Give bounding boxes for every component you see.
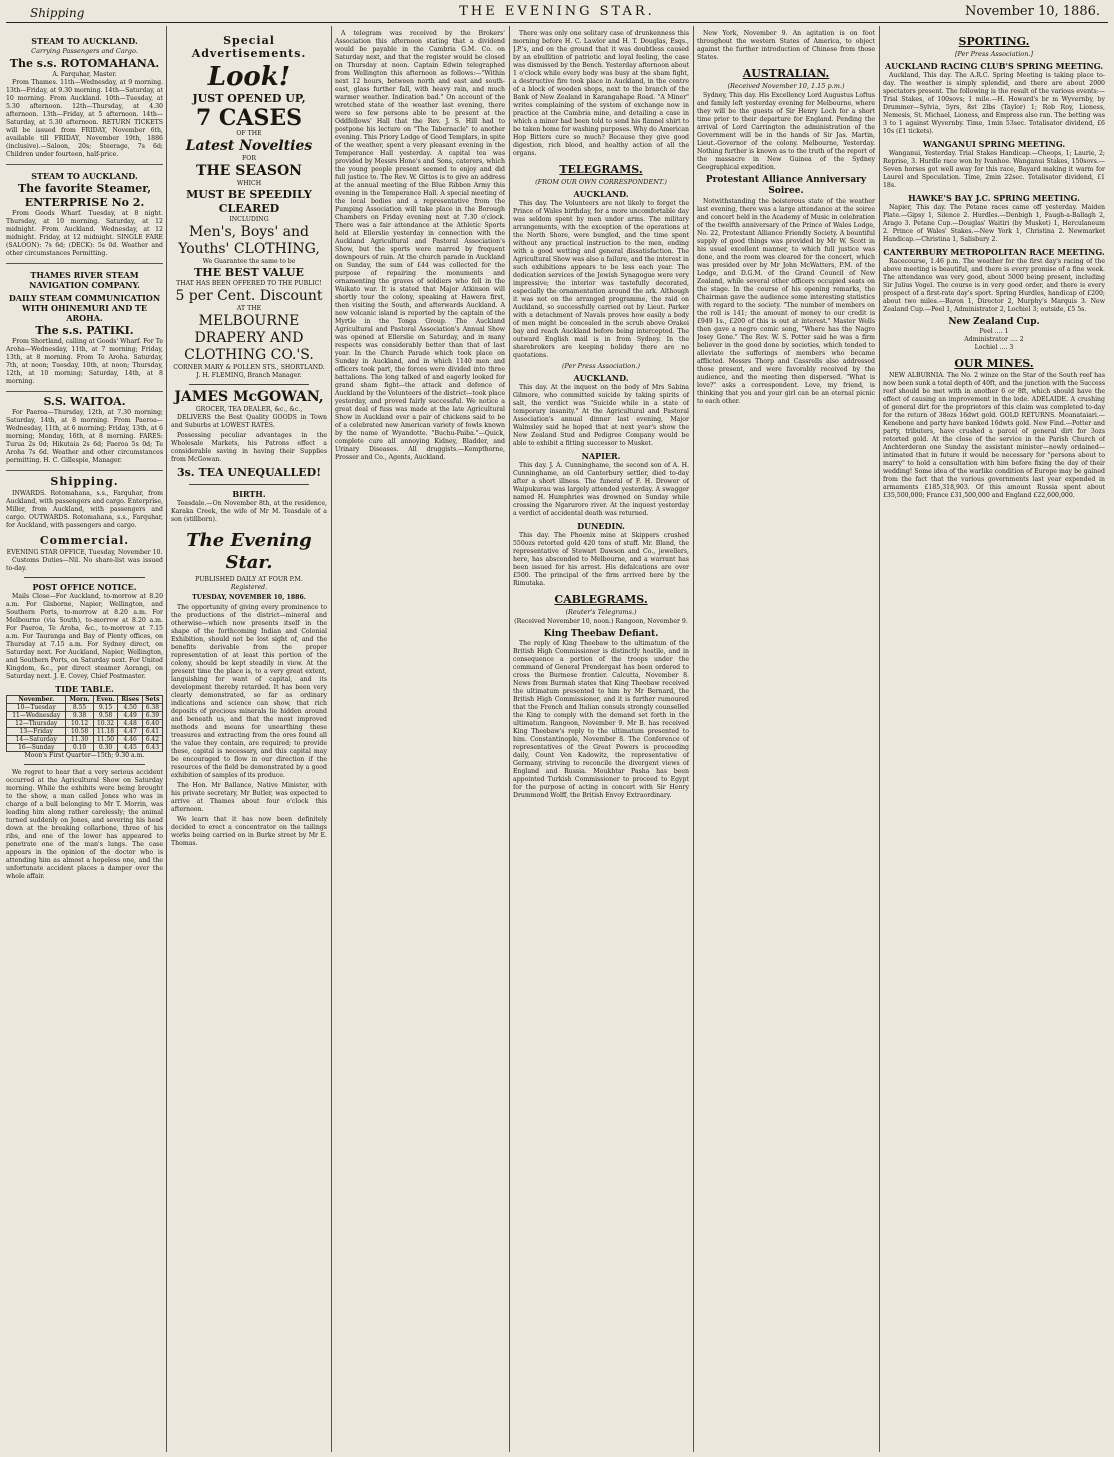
column-4 <box>513 30 689 1450</box>
discount-headline: 5 per Cent. Discount <box>175 288 323 304</box>
tide-cell: 6.38 <box>142 704 162 712</box>
list-item: Administrator .... 2 <box>964 336 1024 343</box>
ad-body: From Goods Wharf. Tuesday, at 8 night. Thursday, at 10 morning. Saturday, at 12 midnight. From Auckland. Wednesday, at 12 midnight. Friday, at 12 midnight. SINGLE FARE (SALOON): 7s 6d; (DECK): 5s 0d. Weather and other circumstances Permitting. <box>6 210 163 257</box>
tide-cell: 9.58 <box>93 712 118 720</box>
ad-text: THAT HAS BEEN OFFERED TO THE PUBLIC! <box>176 280 322 287</box>
birth-notice: Teasdale.—On November 8th, at the residence, Karaka Creek, the wife of Mr M. Teasdale of a son (stillborn). <box>171 500 327 523</box>
ship-name: S.S. WAITOA. <box>43 395 126 408</box>
tide-cell: 10.12 <box>66 720 93 728</box>
tide-cell: 0.10 <box>66 744 93 752</box>
auckland-news: This day. At the inquest on the body of Mrs Sabina Gilmore, who committed suicide by taking spirits of salt, the verdict was "Suicide while in a state of temporary insanity." At the Agricultural and Pastoral Association's annual dinner last evening, Major Walmsley said he hoped that at next year's show the New Zealand Stud and Pedigree Company would be able to exhibit a fitting successor to Musket. <box>513 384 689 447</box>
commercial-body: Customs Duties—Nil. No share-list was issued to-day. <box>6 557 163 572</box>
tide-cell: 9.38 <box>66 712 93 720</box>
column-rule <box>879 26 880 1452</box>
tide-cell: 4.46 <box>118 736 142 744</box>
list-item: Peel .... 1 <box>979 328 1009 335</box>
special-ads-heading: Special Advertisements. <box>191 34 307 60</box>
column-rule <box>166 26 167 1452</box>
concentrator-note: We learn that it has now been definitely decided to erect a concentrator on the tailings works being carried on in Burke street by Mr E. Thomas. <box>171 816 327 847</box>
commercial-sub: EVENING STAR OFFICE, Tuesday, November 10. <box>6 549 163 556</box>
tide-cell: 8.55 <box>66 704 93 712</box>
column-5 <box>697 30 875 1450</box>
accident-story: We regret to hear that a very serious accident occurred at the Agricultural Show on Saturday morning. While the exhibits were being brought to the show, a man called Jones who was in charge of a bull belonging to Mr T. Morrin, was leading him along rather carelessly; the animal turned suddenly on Jones, and severing his head down at the breaking collarbone, three of his ribs, and one of the lower has appeared to penetrate one of the man's lungs. The case appears in the opinion of the doctor who is attending him as almost a hopeless one, and the unfortunate accident places a damper over the whole affair. <box>6 769 163 880</box>
canterbury-report: Racecourse, 1.46 p.m. The weather for the first day's racing of the above meeting is beautiful, and there is every promise of a fine week. The attendance was very good, about 5000 being present, including Sir Julius Vogel. The course is in very good order, and there is every prospect of a first-rate day's sport. Spring Hurdles, handicap of £200; about two miles.—Baron 1, Director 2, Murphy's Marquis 3. New Zealand Cup.—Peel 1, Administrator 2, Lochiel 3; outside, £5 5s. <box>883 258 1105 313</box>
ship-name: The favorite Steamer, ENTERPRISE No 2. <box>17 182 152 209</box>
birth-heading: BIRTH. <box>232 489 266 499</box>
column-3 <box>335 30 505 1450</box>
tide-heading: TIDE TABLE. <box>55 684 114 694</box>
dateline-dunedin: DUNEDIN. <box>577 521 625 531</box>
table-row <box>7 744 163 752</box>
moon-phase: Moon's First Quarter—15th; 9.30 a.m. <box>24 752 145 759</box>
cable-news: The reply of King Theebaw to the ultimatum of the British High Commissioner is distinctly hostile, and in consequence a portion of the troops under the command of General Prendergast has been ordered to cross the Burmese frontier. Calcutta, November 8. News from Burmah states that King Theebaw received the ultimatum presented to him by Mr Bernard, the British High Commissioner, and it is further rumoured that the French and Italian consuls strongly counselled the King to comply with the demand set forth in the ultimatum. Rangoon, November 9. Mr B. has received King Theebaw's reply to the ultimatum presented to him. Constantinople, November 8. The Conference of representatives of the Great Powers is proceeding daily, Count Von Kadowitz, the representative of Germany, striving to reconcile the divergent views of England and Russia. Moukhtar Pasha has been appointed Turkish Commissioner to proceed to Egypt for the purpose of acting in concert with Sir Henry Drummond Wolff, the British Envoy Extraordinary. <box>513 640 689 799</box>
arc-report: Auckland, This day. The A.R.C. Spring Meeting is taking place to-day. The weather is simply splendid, and there are about 2000 spectators present. The following is the result of the various events:— Trial Stakes, of 100sovs; 1 mile.—H. Howard's br m Wyvernby, by Drummer—Sylvia, 5yrs, 8st 2lbs (Taylor) 1; Rob Roy, Lioness, Nemesis, St. Michael, Lioness, and Empress also ran. The betting was 3 to 1 against Wyvernby. Time, 1min 53sec. Totalisator dividend, £6 10s (£1 tickets). <box>883 72 1105 135</box>
received-line: (Received November 10, 1.15 p.m.) <box>727 82 845 90</box>
telegrams-heading: TELEGRAMS. <box>559 163 643 176</box>
top-rule <box>6 22 1108 23</box>
tide-cell: 6.43 <box>142 744 162 752</box>
tide-cell: 4.50 <box>118 704 142 712</box>
ad-title: STEAM TO AUCKLAND. <box>31 171 138 181</box>
tide-cell: 16—Sunday <box>7 744 66 752</box>
published-line: PUBLISHED DAILY AT FOUR P.M. <box>195 576 303 583</box>
table-row <box>7 704 163 712</box>
tide-cell: 11.18 <box>93 728 118 736</box>
theebaw-headline: King Theebaw Defiant. <box>543 629 659 639</box>
tide-cell: 6.42 <box>142 736 162 744</box>
ad-title: THAMES RIVER STEAM NAVIGATION COMPANY. <box>29 270 140 290</box>
editorial-body: The opportunity of giving every prominence to the productions of the district—mineral and otherwise—which now presents itself in the shape of the forthcoming Indian and Colonial Exhibition, should not be lost sight of, and the benefits derivable from the proper representation of at least this portion of the colony, should be kept steadily in view. At the present time the place is, to a very great extent, languishing for want of capital, and its development thereby retarded. It has been very clearly demonstrated, so far as ordinary indications and science can show, that rich deposits of precious minerals lie hidden around and beneath us, and that the most improved methods and means for unearthing these treasures and extracting from the ores found all the value they contain, are required; to provide these, capital is necessary, and this capital may be encouraged to flow in our direction if the resources of the field be demonstrated by a good exhibition of samples of its produce. <box>171 604 327 779</box>
ad-text: We Guarantee the same to be <box>202 258 296 265</box>
local-news: There was only one solitary case of drunkenness this morning before H. C. Lawlor and H. T. Douglas, Esqs., J.P.'s, and on the ground that it was doubtless caused by an ebullition of patriotic and loyal feeling, the case was dismissed by the Bench. Yesterday afternoon about 1 o'clock while every body was busy at the sham fight, a destructive fire took place in Auckland, in the centre of a block of wooden shops, next to the branch of the Bank of New Zealand in Karangahape Road. "A Miner" writes complaining of the system of exchange now in practice at the Cambria mine, and detailing a case in which a miner had been told to send his flannel shirt to be taken home for washing purposes. Why do American Hop Bitters cure so much? Because they give good digestion, rich blood, and healthy action of all the organs. <box>513 30 689 157</box>
tide-cell: 10.58 <box>66 728 93 736</box>
wanganui-report: Wanganui, Yesterday. Trial Stakes Handicap.—Cheops, 1; Laurie, 2; Reprise, 3. Hurdle race won by Ivanhoe. Wanganui Stakes, 150sovs.—Seven horses got well away for this race, Bayard making it warm for Laurel and Speculation. Time, 2min 22sec. Totalisator dividend, £1 18s. <box>883 150 1105 189</box>
ad-text: OF THE <box>236 130 262 137</box>
tide-col-header: Morn. <box>66 696 93 704</box>
protestant-report: Notwithstanding the boisterous state of the weather last evening, there was a large attendance at the soiree and concert held in the Academy of Music in celebration of the twelfth anniversary of the Prince of Wales Lodge, No. 22, Protestant Alliance Friendly Society. A bountiful supply of good things was provided by Mr W. Scott in his usual excellent manner, to which full justice was done, and the room was cleared for the concert, which was presided over by Mr John McWatters, P.M. of the Lodge, and D.G.M. of the Grand Council of New Zealand, while several other officers occupied seats on the stage. In the course of his opening remarks, the Chairman gave the audience some interesting statistics with regard to the society. "The number of members on the roll is 141; the amount of money to our credit is £949 1s., £200 of this is out at interest." Master Wells then gave a negro comic song, "Where has the Nagro Josey Gone." The Rev. W. S. Potter said he was a firm believer in the good done by societies, which tended to alleviate the sufferings of members who became afflicted. Messrs Thorp and Cassrells also addressed those present, and were favorably received by the audience, and the meeting then dispersed. "What is love?" asks a correspondent. Love, my friend, is thinking that you and your girl can be an eternal picnic to each other. <box>697 198 875 405</box>
best-value: THE BEST VALUE <box>194 266 304 279</box>
wanganui-heading: WANGANUI SPRING MEETING. <box>922 139 1066 149</box>
tide-cell: 4.49 <box>118 712 142 720</box>
tide-cell: 4.48 <box>118 720 142 728</box>
tide-cell: 12—Thursday <box>7 720 66 728</box>
tide-cell: 11.50 <box>93 736 118 744</box>
column-6 <box>883 30 1105 1450</box>
protestant-heading: Protestant Alliance Anniversary Soiree. <box>705 175 867 196</box>
ad-title: STEAM TO AUCKLAND. <box>31 36 138 46</box>
arc-heading: AUCKLAND RACING CLUB'S SPRING MEETING. <box>884 61 1104 71</box>
tide-cell: 10.32 <box>93 720 118 728</box>
dateline-auckland: AUCKLAND. <box>573 189 629 199</box>
ballance-note: The Hon. Mr Ballance, Native Minister, with his private secretary, Mr Butler, was expected to arrive at Thames about four o'clock this afternoon. <box>171 782 327 813</box>
ad-text: AT THE <box>236 305 262 312</box>
ad-text: FOR <box>241 155 257 162</box>
ad-patiki <box>6 264 163 392</box>
issue-date: November 10, 1886. <box>965 4 1100 19</box>
dunedin-news: This day. The Phoenix mine at Skippers crushed 550ozs retorted gold 420 tons of stuff. Mr. Bland, the representative of Stewart Dawson and Co., jewellers, here, has absconded to Melbourne, and a warrant has been issued for his arrest. His defalcations are over £500. The principal of the firm arrived here by the Rimutaka. <box>513 532 689 587</box>
cleared-headline: MUST BE SPEEDILY CLEARED <box>186 188 312 215</box>
table-row <box>7 736 163 744</box>
dateline-napier: NAPIER. <box>581 451 621 461</box>
masthead <box>0 4 1114 24</box>
look-headline: Look! <box>207 62 291 92</box>
ad-waitoa <box>6 392 163 471</box>
received-line: (Received November 10, noon.) Rangoon, November 9. <box>514 618 688 625</box>
master-name: A. Farquhar, Master. <box>52 71 117 78</box>
ship-name: The s.s. PATIKI. <box>35 324 134 337</box>
newspaper-title: THE EVENING STAR. <box>459 4 655 19</box>
tide-cell: 13—Friday <box>7 728 66 736</box>
divider <box>24 764 145 765</box>
column-rule <box>693 26 694 1452</box>
hawkes-bay-report: Napier, This day. The Petane races came off yesterday. Maiden Plate.—Gipsy 1, Silence 2. Hurdles.—Denbigh 1, Faugh-a-Ballagh 2, Arago 3. Petane Cup.—Douglas' Waitiri (by Musket) 1, Herculaneum 2. Prince of Wales' Stakes.—New York 1, Christina 2. Newmarket Handicap.—Christina 1, Salisbury 2. <box>883 204 1105 243</box>
australian-news: Sydney, This day. His Excellency Lord Augustus Loftus and family left yesterday evening for Melbourne, where they will be the guests of Sir Henry Loch for a short time prior to their departure for England. Pending the arrival of Lord Carrington the administration of the Government will be in the hands of Sir Jas. Martin, Lieut.-Governor of the colony. Melbourne, Yesterday. Nothing further is known as to the truth of the report of the massacre in New Guinea of the Sydney Geographical expedition. <box>697 92 875 171</box>
branch-manager: J. H. FLEMING, Branch Manager. <box>196 372 302 379</box>
clothing-headline: Men's, Boys' and Youths' CLOTHING, <box>178 224 320 257</box>
ad-subtitle: Carrying Passengers and Cargo. <box>31 47 138 55</box>
local-news: A telegram was received by the Brokers' Association this afternoon stating that a dividend would be payable in the Cambria G.M. Co. on Saturday next, and that the register would be closed on Thursday at noon. Captain Edwin telegraphed from Wellington this afternoon as follows:—"Within next 12 hours, between north and east and south-east, glass further fall, with heavy rain, and much warmer weather. Indication bad." On account of the wretched state of the weather last evening, there were so few persons able to be present at the Oddfellows' Hall that the Rev. J. S. Hill had to postpone his lecture on "The Tabernacle" to another evening. This Priory Lodge of Good Templars, in spite of the weather, spent a very pleasant evening in the Temperance Hall yesterday. A capital tea was provided by Messrs Hone's and Sons, caterers, which the young people present seemed to enjoy and did full justice to. The Rev. W. Gittos is to give an address at the annual meeting of the Blue Ribbon Army this evening in the Temperance Hall. A special meeting of the local bodies and a representative from the Pumping Association will take place in the Borough Chambers on Friday evening next at 7.30 o'clock. There was a fair attendance at the Athletic Sports held at Ellerslie yesterday in connection with the Auckland Agricultural and Pastoral Association's Show, but the sports were marred by frequent downpours of rain. At the church parade in Auckland on Sunday, the sum of £44 was collected for the purpose of repairing the monuments and ornamenting the graves of soldiers who fell in the Waikato war. It is stated that Major Atkinson will shortly tour the colony, speaking at Hawera first, then visiting the South, and afterwards Auckland. A new volcanic island is reported by the captain of the Myrtle in the Tonga Group. The Auckland Agricultural and Pastoral Association's Annual Show was opened at Ellerslie on Saturday, and in many respects was considerably better than that of last year. In the Church Parade which took place on Sunday in Auckland, and in which 1140 men and officers took part, the forces were divided into three battalions. The long talked of and eagerly looked for grand sham fight—the attack and defence of Auckland by the Volunteers of the district—took place yesterday, and proved fairly successful. We notice a great deal of fuss was made at the late Agricultural Show in Auckland over a pair of chickens said to be of a celebrated new American variety of fowls known by the name of Wyandotte. "Buchu-Paiba."—Quick, complete cure all annoying Kidney, Bladder, and Urinary Diseases. All druggists.—Kempthorne, Prosser and Co., Agents, Auckland. <box>335 30 505 461</box>
post-body: Mails Close—For Auckland, to-morrow at 8.20 a.m. For Gisborne, Napier, Wellington, and Southern Ports, to-morrow at 8.20 a.m. For Melbourne (via South), to-morrow at 8.20 a.m. For Paeroa, Te Aroha, &c., to-morrow at 7.15 a.m. For Tauranga and Bay of Plenty offices, on Thursday at 7.15 a.m. For Sydney direct, on Saturday next. For Auckland, Napier, Wellington, and Southern Ports, on Saturday next. For United Kingdom, &c., per direct steamer Aorangi, on Saturday next. J. E. Covey, Chief Postmaster. <box>6 593 163 680</box>
shipping-body: INWARDS. Rotomahana, s.s., Farquhar, from Auckland, with passengers and cargo. Enterprise, Miller, from Auckland, with passengers and cargo. OUTWARDS. Rotomahana, s.s., Farquhar, for Auckland, with passengers and cargo. <box>6 490 163 529</box>
ad-enterprise <box>6 165 163 264</box>
ad-rotomahana <box>6 30 163 165</box>
mcgowan-delivers: DELIVERS the Best Quality GOODS in Town and Suburbs at LOWEST RATES. <box>171 414 327 429</box>
shipping-heading: Shipping. <box>50 475 119 488</box>
ad-body: For Paeroa—Thursday, 12th, at 7.30 morning; Saturday, 14th, at 8 morning. From Paeroa—Wednesday, 11th, at 6 morning; Friday, 13th, at 6 morning; Monday, 16th, at 8 morning. FARES: Turua 2s 0d; Hikutaia 2s 6d; Paeroa 5s 0d; Te Aroha 7s 6d. Weather and other circumstances permitting. H. C. Gillespie, Manager. <box>6 409 163 464</box>
drapery-address: CORNER MARY & POLLEN STS., SHORTLAND. <box>173 364 325 371</box>
tide-cell: 10—Tuesday <box>7 704 66 712</box>
divider <box>189 384 309 385</box>
post-heading: POST OFFICE NOTICE. <box>32 582 137 592</box>
divider <box>189 484 309 485</box>
mines-heading: OUR MINES. <box>954 357 1034 370</box>
ad-text: WHICH <box>236 180 262 187</box>
column-1 <box>6 30 163 1450</box>
ad-subtitle: DAILY STEAM COMMUNICATION WITH OHINEMURI AND TE AROHA. <box>8 293 161 323</box>
drapery-name: MELBOURNE DRAPERY AND CLOTHING CO.'S. <box>184 313 314 363</box>
australian-heading: AUSTRALIAN. <box>742 67 830 80</box>
paper-nameplate: The Evening Star. <box>186 530 312 573</box>
column-2 <box>171 30 327 1450</box>
canterbury-heading: CANTERBURY METROPOLITAN RACE MEETING. <box>883 247 1105 257</box>
tide-cell: 6.41 <box>142 728 162 736</box>
registered-line: Registered. <box>230 584 268 591</box>
press-association-line: (Per Press Association.) <box>562 362 640 370</box>
season-headline: THE SEASON <box>196 163 302 179</box>
tide-col-header: November. <box>7 696 66 704</box>
correspondent-line: (FROM OUR OWN CORRESPONDENT.) <box>535 178 667 186</box>
tide-cell: 9.15 <box>93 704 118 712</box>
latest-novelties: Latest Novelties <box>185 138 313 154</box>
auckland-news: This day. The Volunteers are not likely to forget the Prince of Wales birthday, for a more uncomfortable day was seldom spent by men under arms. The military arrangements, with the exception of the operations at the North Shore, were bungled, and the time spent without any practical instruction to the men, ending with a good wetting and general dissatisfaction. The Agricultural Show was also a failure, and the interest in such exhibitions appears to be less each year. The dedication services of the Jewish Synagogue were very impressive; the interior was tastefully decorated, especially the ornamentation around the ark. Although it was not on the arranged programme, the raid on Auckland, so successfully carried out by Lieut. Parker with a detachment of Navals proves how easily a body of men might be concealed in the scrub above Orakei bay and reach Auckland before being intercepted. The outward English mail is in from Sydney. In the sharebrokers are keeping holiday there are no quotations. <box>513 200 689 359</box>
tide-cell: 0.30 <box>93 744 118 752</box>
ad-text: INCLUDING <box>229 216 269 223</box>
just-opened: JUST OPENED UP, <box>192 92 306 105</box>
tide-header-row <box>7 696 163 704</box>
nz-cup-heading: New Zealand Cup. <box>948 317 1040 327</box>
mcgowan-trade: GROCER, TEA DEALER, &c., &c., <box>195 406 303 413</box>
tide-cell: 14—Saturday <box>7 736 66 744</box>
reuters-line: (Reuter's Telegrams.) <box>565 608 637 616</box>
napier-news: This day. J. A. Cunninghame, the second son of A. H. Cunninghame, an old Canterbury settler, died to-day after a short illness. The funeral of F. H. Drower of Waipukurau was largely attended yesterday. A swagger named H. Humphries was drowned on Sunday while crossing the Ngaruroro river. At the inquest yesterday a verdict of accidental death was returned. <box>513 462 689 517</box>
tide-col-header: Even. <box>93 696 118 704</box>
ad-body: From Thames. 11th—Wednesday, at 9 morning. 13th—Friday, at 9.30 morning. 14th—Saturday, at 10 morning. From Auckland. 10th—Tuesday, at 5.30 afternoon. 12th—Thursday, at 4.30 afternoon. 13th—Friday, at 5 afternoon. 14th—Saturday, at 5.30 afternoon. RETURN TICKETS will be issued from FRIDAY, November 6th, available till FRIDAY, November 19th, 1886 (inclusive).—Saloon, 20s; Steerage, 7s 6d; Children under fourteen, half-price. <box>6 79 163 158</box>
ad-body: From Shortland, calling at Goods' Wharf. For Te Aroha—Wednesday, 11th, at 7 morning; Friday, 13th, at 8 morning. From Te Aroha. Saturday, 7th, at noon; Tuesday, 10th, at noon; Thursday, 12th, at 10 morning; Saturday, 14th, at 8 morning. <box>6 338 163 385</box>
sporting-heading: SPORTING. <box>958 35 1030 48</box>
press-association-line: [Per Press Association.] <box>955 50 1033 58</box>
table-row <box>7 720 163 728</box>
list-item: Lochiel .... 3 <box>974 344 1014 351</box>
table-row <box>7 712 163 720</box>
tide-cell: 6.40 <box>142 720 162 728</box>
hawkes-bay-heading: HAWKE'S BAY J.C. SPRING MEETING. <box>908 193 1080 203</box>
mcgowan-advantages: Possessing peculiar advantages in the Wholesale Markets, his Patrons effect a considerable saving in having their Supplies from McGowan. <box>171 432 327 463</box>
commercial-heading: Commercial. <box>39 534 130 547</box>
tide-cell: 6.39 <box>142 712 162 720</box>
tide-col-header: Sets <box>142 696 162 704</box>
cable-news: New York, November 9. An agitation is on foot throughout the western States of America, to object against the further introduction of Chinese from those States. <box>697 30 875 61</box>
column-rule <box>331 26 332 1452</box>
tea-headline: 3s. TEA UNEQUALLED! <box>176 466 322 479</box>
tide-cell: 4.47 <box>118 728 142 736</box>
editorial-date: TUESDAY, NOVEMBER 10, 1886. <box>192 594 306 601</box>
tide-cell: 4.45 <box>118 744 142 752</box>
mcgowan-name: JAMES McGOWAN, <box>174 389 324 405</box>
divider <box>24 577 145 578</box>
ship-name: The s.s. ROTOMAHANA. <box>9 57 160 70</box>
mines-report: NEW ALBURNIA. The No. 2 winze on the Star of the South reef has now been sunk a total depth of 40ft, and the junction with the Success reef should be met with in another 6 or 8ft, which should have the effect of causing an improvement in the lode. ADELAIDE. A crushing of general dirt for the proprietors of this claim was completed to-day for the return of 38ozs 16dwt gold. GOLD RETURNS. Moanataiari.—Kenebone and party have banked 16dwts gold. New Find.—Potter and party, tributers, have crushed a parcel of general dirt for 3ozs retorted gold. At the close of the service in the Parish Church of Anchterderan one Sunday the assistant minister—newly ordained—intimated that in future it would be necessary for "persons about to marry" to hold a consultation with him before fixing the day of their wedding! Some idea of the warlike condition of Europe may be gained from the fact that the various governments last year expended in armaments £185,318,903. Of this amount Russia spent about £35,500,000; France £31,500,000 and England £22,600,000. <box>883 372 1105 499</box>
section-label: Shipping <box>30 6 85 20</box>
cases-headline: 7 CASES <box>195 105 303 131</box>
table-row <box>7 728 163 736</box>
tide-table <box>6 695 163 752</box>
tide-col-header: Rises <box>118 696 142 704</box>
cablegrams-heading: CABLEGRAMS. <box>554 593 648 606</box>
dateline-auckland: AUCKLAND. <box>573 373 629 383</box>
tide-cell: 11—Wednesday <box>7 712 66 720</box>
tide-cell: 11.30 <box>66 736 93 744</box>
column-rule <box>509 26 510 1452</box>
